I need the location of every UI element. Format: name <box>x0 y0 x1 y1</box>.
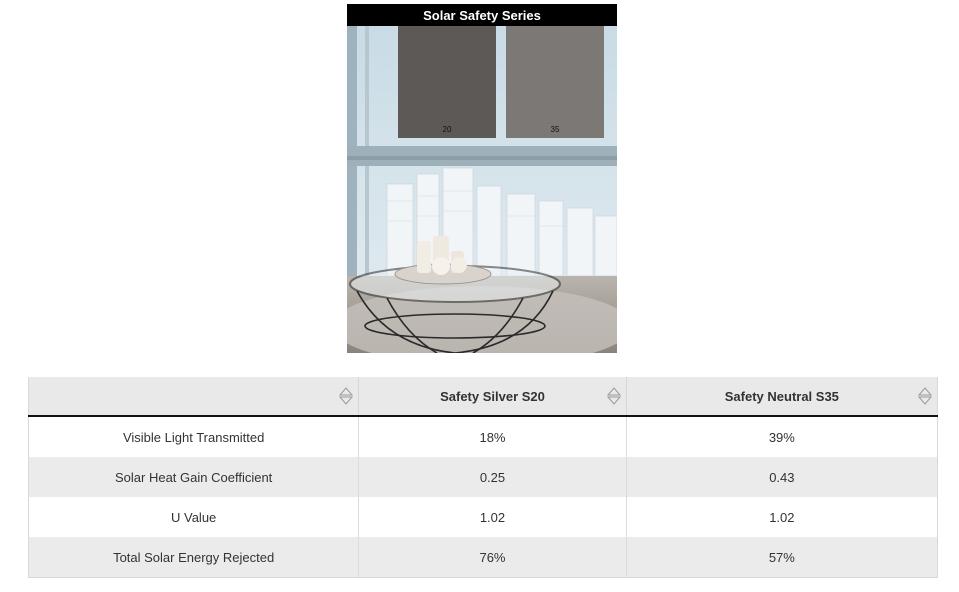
sort-icon[interactable] <box>606 386 622 406</box>
column-header-s20-label: Safety Silver S20 <box>440 388 545 404</box>
s20-value-cell: 1.02 <box>359 497 626 537</box>
table-row <box>29 537 938 578</box>
s35-value-cell: 57% <box>626 537 937 578</box>
swatch-20 <box>398 26 496 138</box>
metric-cell: Total Solar Energy Rejected <box>29 537 359 578</box>
s20-value-cell: 0.25 <box>359 457 626 497</box>
table-row <box>29 497 938 537</box>
swatch-20-label: 20 <box>442 125 452 134</box>
s35-value-cell: 1.02 <box>626 497 937 537</box>
sort-icon[interactable] <box>338 386 354 406</box>
s20-value-cell: 76% <box>359 537 626 578</box>
column-header-s35[interactable] <box>626 377 937 416</box>
table-row <box>29 416 938 457</box>
specs-table <box>28 377 938 578</box>
s35-value-cell: 39% <box>626 416 937 457</box>
column-header-s35-label: Safety Neutral S35 <box>724 388 839 404</box>
metric-cell: Solar Heat Gain Coefficient <box>29 457 359 497</box>
sort-icon[interactable] <box>917 386 933 406</box>
swatch-35 <box>506 26 604 138</box>
table-row <box>29 457 938 497</box>
swatch-35-label: 35 <box>550 125 560 134</box>
s35-value-cell: 0.43 <box>626 457 937 497</box>
s20-value-cell: 18% <box>359 416 626 457</box>
column-header-metric[interactable] <box>29 377 359 416</box>
metric-cell: Visible Light Transmitted <box>122 429 265 445</box>
product-image <box>347 4 617 353</box>
metric-cell: U Value <box>171 509 217 525</box>
product-title: Solar Safety Series <box>347 4 617 26</box>
table-header-row <box>29 377 938 416</box>
column-header-s20[interactable] <box>359 377 626 416</box>
